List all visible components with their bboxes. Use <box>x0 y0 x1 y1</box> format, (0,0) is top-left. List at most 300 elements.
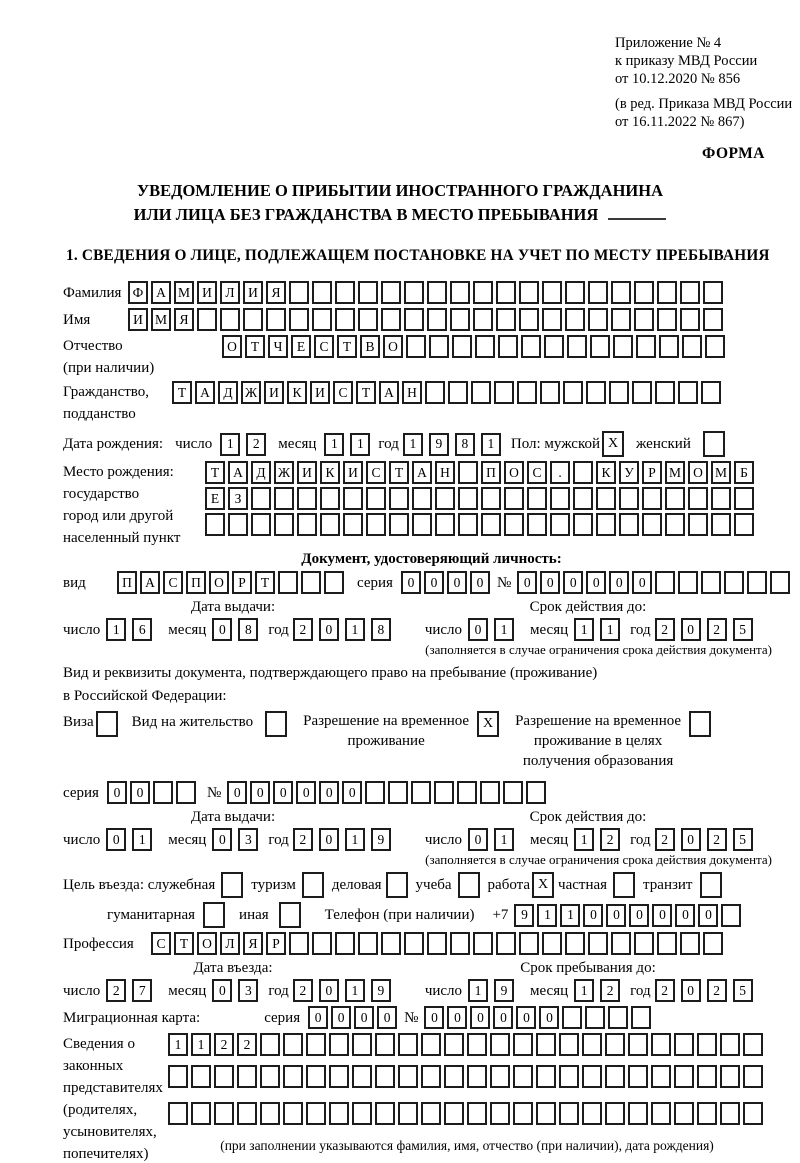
char-box[interactable]: 0 <box>319 828 339 851</box>
char-box[interactable]: М <box>711 461 731 484</box>
char-box[interactable] <box>306 1065 326 1088</box>
char-box[interactable] <box>697 1065 717 1088</box>
char-box[interactable] <box>582 1033 602 1056</box>
char-box[interactable]: Ж <box>241 381 261 404</box>
char-box[interactable] <box>521 335 541 358</box>
char-box[interactable] <box>306 1102 326 1125</box>
char-box[interactable]: 2 <box>293 828 313 851</box>
char-box[interactable]: О <box>209 571 229 594</box>
char-box[interactable] <box>665 513 685 536</box>
char-box[interactable] <box>613 335 633 358</box>
char-box[interactable]: К <box>287 381 307 404</box>
sex-female-checkbox[interactable] <box>703 431 725 457</box>
char-box[interactable]: Н <box>435 461 455 484</box>
char-box[interactable] <box>191 1065 211 1088</box>
purpose-humanitarian-checkbox[interactable] <box>203 902 225 928</box>
char-box[interactable] <box>544 335 564 358</box>
char-box[interactable] <box>458 487 478 510</box>
char-box[interactable]: 5 <box>733 828 753 851</box>
char-box[interactable] <box>596 513 616 536</box>
char-box[interactable]: 0 <box>675 904 695 927</box>
char-box[interactable] <box>747 571 767 594</box>
char-box[interactable] <box>358 281 378 304</box>
char-box[interactable]: 1 <box>560 904 580 927</box>
char-box[interactable] <box>496 281 516 304</box>
char-box[interactable] <box>634 281 654 304</box>
char-box[interactable]: 1 <box>132 828 152 851</box>
char-box[interactable]: Т <box>356 381 376 404</box>
char-box[interactable]: Л <box>220 281 240 304</box>
char-box[interactable]: 1 <box>345 828 365 851</box>
char-box[interactable] <box>720 1102 740 1125</box>
char-box[interactable]: 1 <box>324 433 344 456</box>
char-box[interactable] <box>504 487 524 510</box>
char-box[interactable] <box>770 571 790 594</box>
char-box[interactable] <box>260 1065 280 1088</box>
temp-residence-edu-checkbox[interactable] <box>689 711 711 737</box>
purpose-other-checkbox[interactable] <box>279 902 301 928</box>
char-box[interactable] <box>542 932 562 955</box>
char-box[interactable] <box>496 932 516 955</box>
char-box[interactable] <box>458 513 478 536</box>
char-box[interactable]: А <box>379 381 399 404</box>
char-box[interactable] <box>585 1006 605 1029</box>
char-box[interactable]: Т <box>172 381 192 404</box>
char-box[interactable] <box>168 1065 188 1088</box>
purpose-official-checkbox[interactable] <box>221 872 243 898</box>
char-box[interactable] <box>278 571 298 594</box>
char-box[interactable] <box>490 1065 510 1088</box>
char-box[interactable] <box>452 335 472 358</box>
char-box[interactable] <box>389 513 409 536</box>
char-box[interactable] <box>632 381 652 404</box>
char-box[interactable]: С <box>527 461 547 484</box>
char-box[interactable]: 9 <box>494 979 514 1002</box>
char-box[interactable]: 0 <box>681 618 701 641</box>
char-box[interactable] <box>503 781 523 804</box>
char-box[interactable] <box>243 308 263 331</box>
char-box[interactable]: 1 <box>468 979 488 1002</box>
char-box[interactable] <box>329 1033 349 1056</box>
char-box[interactable] <box>721 904 741 927</box>
char-box[interactable] <box>289 281 309 304</box>
char-box[interactable]: 2 <box>655 828 675 851</box>
char-box[interactable] <box>651 1033 671 1056</box>
char-box[interactable]: 8 <box>455 433 475 456</box>
char-box[interactable] <box>471 381 491 404</box>
char-box[interactable] <box>312 308 332 331</box>
residence-permit-checkbox[interactable] <box>265 711 287 737</box>
char-box[interactable] <box>605 1102 625 1125</box>
char-box[interactable] <box>406 335 426 358</box>
char-box[interactable] <box>697 1033 717 1056</box>
char-box[interactable] <box>536 1102 556 1125</box>
char-box[interactable] <box>274 487 294 510</box>
char-box[interactable] <box>260 1102 280 1125</box>
char-box[interactable] <box>457 781 477 804</box>
char-box[interactable] <box>573 513 593 536</box>
char-box[interactable] <box>609 381 629 404</box>
char-box[interactable]: И <box>310 381 330 404</box>
purpose-work-checkbox[interactable]: X <box>532 872 554 898</box>
char-box[interactable]: Я <box>174 308 194 331</box>
char-box[interactable]: 8 <box>238 618 258 641</box>
char-box[interactable] <box>657 308 677 331</box>
char-box[interactable] <box>375 1065 395 1088</box>
char-box[interactable] <box>358 308 378 331</box>
char-box[interactable] <box>153 781 173 804</box>
char-box[interactable] <box>582 1065 602 1088</box>
char-box[interactable]: 1 <box>168 1033 188 1056</box>
char-box[interactable]: 0 <box>354 1006 374 1029</box>
char-box[interactable] <box>289 932 309 955</box>
char-box[interactable]: П <box>186 571 206 594</box>
char-box[interactable]: 0 <box>377 1006 397 1029</box>
char-box[interactable]: У <box>619 461 639 484</box>
char-box[interactable] <box>655 571 675 594</box>
char-box[interactable] <box>444 1033 464 1056</box>
char-box[interactable] <box>642 487 662 510</box>
char-box[interactable] <box>473 308 493 331</box>
char-box[interactable]: Б <box>734 461 754 484</box>
char-box[interactable] <box>450 932 470 955</box>
char-box[interactable]: 1 <box>403 433 423 456</box>
char-box[interactable]: 2 <box>655 618 675 641</box>
char-box[interactable]: 2 <box>707 828 727 851</box>
char-box[interactable] <box>467 1065 487 1088</box>
char-box[interactable]: 1 <box>494 828 514 851</box>
char-box[interactable]: 0 <box>331 1006 351 1029</box>
char-box[interactable]: С <box>333 381 353 404</box>
char-box[interactable] <box>527 513 547 536</box>
char-box[interactable] <box>659 335 679 358</box>
char-box[interactable] <box>458 461 478 484</box>
char-box[interactable] <box>565 932 585 955</box>
char-box[interactable] <box>628 1102 648 1125</box>
char-box[interactable] <box>611 932 631 955</box>
char-box[interactable]: 0 <box>468 828 488 851</box>
char-box[interactable] <box>191 1102 211 1125</box>
char-box[interactable]: И <box>197 281 217 304</box>
char-box[interactable] <box>701 381 721 404</box>
char-box[interactable] <box>425 381 445 404</box>
char-box[interactable]: Л <box>220 932 240 955</box>
char-box[interactable] <box>481 513 501 536</box>
char-box[interactable]: 0 <box>212 828 232 851</box>
char-box[interactable] <box>481 487 501 510</box>
char-box[interactable] <box>301 571 321 594</box>
char-box[interactable] <box>642 513 662 536</box>
char-box[interactable] <box>711 513 731 536</box>
char-box[interactable] <box>496 308 516 331</box>
char-box[interactable]: Е <box>291 335 311 358</box>
char-box[interactable] <box>513 1033 533 1056</box>
char-box[interactable] <box>205 513 225 536</box>
char-box[interactable]: А <box>140 571 160 594</box>
char-box[interactable]: С <box>366 461 386 484</box>
char-box[interactable] <box>559 1033 579 1056</box>
char-box[interactable]: Ф <box>128 281 148 304</box>
char-box[interactable] <box>559 1065 579 1088</box>
purpose-business-checkbox[interactable] <box>386 872 408 898</box>
char-box[interactable]: 5 <box>733 618 753 641</box>
char-box[interactable]: 0 <box>424 571 444 594</box>
char-box[interactable]: 0 <box>606 904 626 927</box>
char-box[interactable] <box>335 281 355 304</box>
char-box[interactable]: З <box>228 487 248 510</box>
char-box[interactable]: 1 <box>494 618 514 641</box>
char-box[interactable] <box>228 513 248 536</box>
char-box[interactable] <box>588 932 608 955</box>
char-box[interactable] <box>274 513 294 536</box>
char-box[interactable] <box>297 513 317 536</box>
char-box[interactable]: 1 <box>537 904 557 927</box>
char-box[interactable]: 2 <box>214 1033 234 1056</box>
char-box[interactable] <box>398 1065 418 1088</box>
char-box[interactable]: О <box>197 932 217 955</box>
char-box[interactable]: 0 <box>319 979 339 1002</box>
purpose-private-checkbox[interactable] <box>613 872 635 898</box>
char-box[interactable] <box>588 308 608 331</box>
char-box[interactable]: 2 <box>655 979 675 1002</box>
char-box[interactable]: 2 <box>106 979 126 1002</box>
char-box[interactable] <box>540 381 560 404</box>
char-box[interactable] <box>611 308 631 331</box>
char-box[interactable] <box>381 932 401 955</box>
char-box[interactable]: 1 <box>574 828 594 851</box>
char-box[interactable] <box>550 487 570 510</box>
char-box[interactable]: С <box>151 932 171 955</box>
char-box[interactable] <box>214 1065 234 1088</box>
char-box[interactable]: 1 <box>574 618 594 641</box>
char-box[interactable] <box>573 461 593 484</box>
char-box[interactable] <box>448 381 468 404</box>
char-box[interactable] <box>651 1102 671 1125</box>
char-box[interactable]: Р <box>232 571 252 594</box>
char-box[interactable]: 0 <box>447 571 467 594</box>
sex-male-checkbox[interactable]: X <box>602 431 624 457</box>
char-box[interactable] <box>404 932 424 955</box>
char-box[interactable] <box>427 932 447 955</box>
char-box[interactable] <box>450 281 470 304</box>
char-box[interactable]: 7 <box>132 979 152 1002</box>
char-box[interactable] <box>412 513 432 536</box>
char-box[interactable]: 9 <box>514 904 534 927</box>
char-box[interactable] <box>329 1065 349 1088</box>
char-box[interactable] <box>366 487 386 510</box>
char-box[interactable] <box>404 308 424 331</box>
char-box[interactable] <box>550 513 570 536</box>
char-box[interactable]: 5 <box>733 979 753 1002</box>
purpose-study-checkbox[interactable] <box>458 872 480 898</box>
char-box[interactable]: 0 <box>319 618 339 641</box>
char-box[interactable] <box>619 513 639 536</box>
char-box[interactable]: 0 <box>227 781 247 804</box>
char-box[interactable] <box>398 1033 418 1056</box>
char-box[interactable]: 0 <box>468 618 488 641</box>
char-box[interactable] <box>289 308 309 331</box>
char-box[interactable]: А <box>228 461 248 484</box>
char-box[interactable] <box>251 513 271 536</box>
char-box[interactable]: 1 <box>220 433 240 456</box>
char-box[interactable] <box>490 1102 510 1125</box>
char-box[interactable]: О <box>383 335 403 358</box>
char-box[interactable] <box>343 513 363 536</box>
char-box[interactable] <box>429 335 449 358</box>
char-box[interactable] <box>473 281 493 304</box>
char-box[interactable] <box>352 1065 372 1088</box>
char-box[interactable]: А <box>412 461 432 484</box>
char-box[interactable] <box>237 1065 257 1088</box>
char-box[interactable] <box>678 571 698 594</box>
char-box[interactable]: Т <box>245 335 265 358</box>
char-box[interactable]: П <box>117 571 137 594</box>
char-box[interactable] <box>678 381 698 404</box>
char-box[interactable] <box>421 1065 441 1088</box>
char-box[interactable] <box>724 571 744 594</box>
char-box[interactable]: 0 <box>586 571 606 594</box>
char-box[interactable]: 0 <box>273 781 293 804</box>
char-box[interactable]: 0 <box>516 1006 536 1029</box>
char-box[interactable]: 0 <box>539 1006 559 1029</box>
char-box[interactable]: Р <box>642 461 662 484</box>
char-box[interactable]: К <box>320 461 340 484</box>
char-box[interactable]: Д <box>251 461 271 484</box>
visa-checkbox[interactable] <box>96 711 118 737</box>
char-box[interactable] <box>655 381 675 404</box>
char-box[interactable] <box>697 1102 717 1125</box>
char-box[interactable]: 0 <box>681 828 701 851</box>
char-box[interactable]: А <box>151 281 171 304</box>
char-box[interactable] <box>283 1065 303 1088</box>
temp-residence-checkbox[interactable]: X <box>477 711 499 737</box>
char-box[interactable] <box>743 1065 763 1088</box>
char-box[interactable] <box>590 335 610 358</box>
char-box[interactable]: 0 <box>540 571 560 594</box>
char-box[interactable]: Я <box>266 281 286 304</box>
char-box[interactable]: И <box>264 381 284 404</box>
char-box[interactable]: 9 <box>371 979 391 1002</box>
char-box[interactable]: 0 <box>308 1006 328 1029</box>
char-box[interactable] <box>628 1065 648 1088</box>
char-box[interactable]: М <box>151 308 171 331</box>
char-box[interactable] <box>573 487 593 510</box>
char-box[interactable]: 0 <box>493 1006 513 1029</box>
char-box[interactable] <box>634 932 654 955</box>
char-box[interactable] <box>682 335 702 358</box>
char-box[interactable] <box>176 781 196 804</box>
char-box[interactable]: 0 <box>563 571 583 594</box>
char-box[interactable] <box>389 487 409 510</box>
char-box[interactable] <box>421 1033 441 1056</box>
char-box[interactable]: Т <box>337 335 357 358</box>
char-box[interactable] <box>517 381 537 404</box>
char-box[interactable] <box>498 335 518 358</box>
char-box[interactable] <box>467 1102 487 1125</box>
char-box[interactable] <box>412 487 432 510</box>
char-box[interactable]: Т <box>205 461 225 484</box>
char-box[interactable]: С <box>163 571 183 594</box>
char-box[interactable] <box>562 1006 582 1029</box>
char-box[interactable]: Т <box>174 932 194 955</box>
char-box[interactable] <box>237 1102 257 1125</box>
char-box[interactable]: 1 <box>191 1033 211 1056</box>
char-box[interactable] <box>743 1102 763 1125</box>
char-box[interactable] <box>611 281 631 304</box>
char-box[interactable]: 1 <box>345 618 365 641</box>
char-box[interactable] <box>214 1102 234 1125</box>
char-box[interactable]: 0 <box>632 571 652 594</box>
char-box[interactable] <box>674 1102 694 1125</box>
char-box[interactable] <box>329 1102 349 1125</box>
char-box[interactable] <box>703 281 723 304</box>
char-box[interactable] <box>605 1065 625 1088</box>
char-box[interactable]: 1 <box>481 433 501 456</box>
char-box[interactable]: 6 <box>132 618 152 641</box>
char-box[interactable] <box>605 1033 625 1056</box>
char-box[interactable]: Е <box>205 487 225 510</box>
char-box[interactable] <box>703 308 723 331</box>
char-box[interactable] <box>588 281 608 304</box>
char-box[interactable] <box>421 1102 441 1125</box>
char-box[interactable] <box>427 281 447 304</box>
char-box[interactable] <box>306 1033 326 1056</box>
char-box[interactable] <box>168 1102 188 1125</box>
char-box[interactable] <box>197 308 217 331</box>
char-box[interactable]: Ж <box>274 461 294 484</box>
char-box[interactable]: 0 <box>609 571 629 594</box>
char-box[interactable] <box>434 781 454 804</box>
char-box[interactable]: 0 <box>681 979 701 1002</box>
char-box[interactable] <box>680 308 700 331</box>
char-box[interactable] <box>411 781 431 804</box>
char-box[interactable] <box>398 1102 418 1125</box>
char-box[interactable]: Ч <box>268 335 288 358</box>
char-box[interactable] <box>494 381 514 404</box>
char-box[interactable]: А <box>195 381 215 404</box>
char-box[interactable] <box>596 487 616 510</box>
char-box[interactable]: О <box>222 335 242 358</box>
char-box[interactable] <box>352 1102 372 1125</box>
char-box[interactable] <box>567 335 587 358</box>
char-box[interactable] <box>519 932 539 955</box>
char-box[interactable] <box>674 1033 694 1056</box>
char-box[interactable] <box>720 1065 740 1088</box>
char-box[interactable] <box>435 487 455 510</box>
char-box[interactable]: 0 <box>470 1006 490 1029</box>
char-box[interactable]: 0 <box>424 1006 444 1029</box>
char-box[interactable] <box>743 1033 763 1056</box>
char-box[interactable] <box>586 381 606 404</box>
char-box[interactable] <box>388 781 408 804</box>
char-box[interactable]: 0 <box>342 781 362 804</box>
char-box[interactable] <box>674 1065 694 1088</box>
char-box[interactable]: Н <box>402 381 422 404</box>
char-box[interactable] <box>527 487 547 510</box>
char-box[interactable]: 0 <box>401 571 421 594</box>
char-box[interactable]: П <box>481 461 501 484</box>
char-box[interactable] <box>320 487 340 510</box>
char-box[interactable]: И <box>343 461 363 484</box>
char-box[interactable] <box>542 281 562 304</box>
char-box[interactable] <box>734 487 754 510</box>
char-box[interactable] <box>283 1102 303 1125</box>
char-box[interactable] <box>365 781 385 804</box>
char-box[interactable] <box>631 1006 651 1029</box>
char-box[interactable] <box>536 1065 556 1088</box>
char-box[interactable] <box>711 487 731 510</box>
char-box[interactable] <box>519 281 539 304</box>
